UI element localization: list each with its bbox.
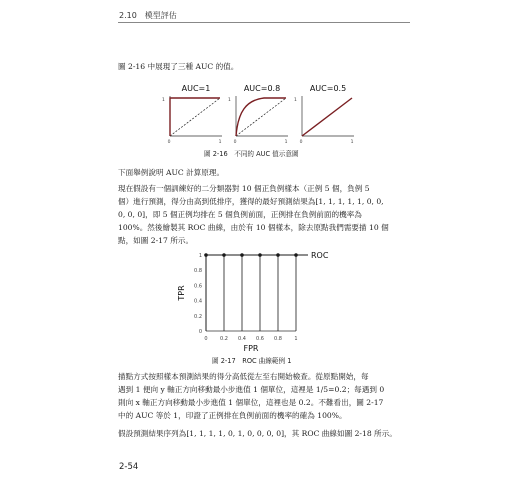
auc-panel-3-curve: [302, 98, 352, 136]
roc-xtick-label: 0: [204, 336, 208, 342]
auc-panel-1-ytick: 1: [162, 98, 165, 103]
paragraph-plotting-line-2: 遇到 1 便向 y 軸正方向移動最小步進值 1 個單位，這裡是 1/5=0.2；每遇到 0: [118, 385, 385, 394]
auc-panel-2-diagonal: [236, 98, 286, 136]
auc-panel-2: [226, 82, 296, 150]
paragraph-example-line-3: 0, 0, 0]，即 5 個正例均排在 5 個負例前面，正例排在負例前面的機率為: [118, 210, 362, 219]
auc-panel-1-diagonal: [170, 98, 220, 136]
roc-ytick-label: 0: [198, 329, 202, 335]
header-rule: [118, 22, 410, 23]
paragraph-example-line-5: 點，如圖 2-17 所示。: [118, 236, 194, 245]
paragraph-plotting-line-4: 中的 AUC 等於 1，印證了正例排在負例前面的機率的確為 100%。: [118, 411, 347, 420]
auc-panel-2-ytick: 1: [228, 98, 231, 103]
auc-panel-3-title: AUC=0.5: [309, 84, 347, 93]
roc-ytick-label: 0.4: [194, 298, 202, 305]
paragraph-auc-intro: 下面舉例說明 AUC 計算原理。: [118, 168, 225, 177]
roc-point: [258, 253, 262, 257]
paragraph-plotting-line-1: 描點方式按照樣本預測結果的得分高低從左至右開始檢查。從原點開始，每: [118, 372, 369, 381]
auc-panel-2-title: AUC=0.8: [243, 84, 281, 93]
paragraph-example-line-1: 現在假設有一個訓練好的二分類器對 10 個正負例樣本（正例 5 個，負例 5: [118, 184, 370, 193]
auc-panel-1: [160, 82, 230, 150]
roc-ytick-label: 1: [198, 253, 202, 259]
roc-ylabel: TPR: [177, 285, 186, 301]
auc-panel-3-ytick: 1: [294, 98, 297, 103]
roc-xtick-label: 1: [294, 336, 298, 342]
auc-panel-1-xtick-0: 0: [167, 140, 171, 145]
roc-point: [222, 253, 226, 257]
auc-panel-3: [292, 82, 362, 150]
roc-xtick-label: 0.2: [220, 336, 228, 342]
roc-xlabel: FPR: [243, 344, 259, 353]
auc-panel-3-xtick-0: 0: [299, 140, 303, 145]
roc-chart: [176, 248, 346, 356]
roc-xtick-label: 0.4: [238, 336, 246, 342]
roc-ytick-label: 0.6: [194, 283, 202, 290]
page-number: 2-54: [119, 462, 139, 472]
roc-ytick-label: 0.2: [194, 313, 202, 320]
roc-point: [276, 253, 280, 257]
roc-ytick-label: 0.8: [194, 268, 202, 275]
roc-series-line: [206, 255, 296, 331]
auc-panel-2-xtick-1: 1: [284, 140, 288, 145]
auc-panel-3-xtick-1: 1: [350, 140, 354, 145]
paragraph-intro: 圖 2-16 中展現了三種 AUC 的值。: [118, 62, 239, 71]
auc-panel-1-title: AUC=1: [181, 84, 211, 93]
paragraph-example-line-2: 個）進行預測，得分由高到低排序，獲得的最好預測結果為[1, 1, 1, 1, 1, 0, 0,: [118, 197, 384, 206]
auc-panel-2-xtick-0: 0: [233, 140, 237, 145]
roc-point: [240, 253, 244, 257]
paragraph-sequence-example: 假設預測結果序列為[1, 1, 1, 1, 0, 1, 0, 0, 0, 0]，其 ROC 曲線如圖 2-18 所示。: [118, 429, 397, 438]
figure-2-16-caption: 圖 2-16 不同的 AUC 值示意圖: [204, 150, 299, 158]
paragraph-example-line-4: 100%。然後繪製其 ROC 曲線，由於有 10 個樣本，除去原點我們需要描 10 個: [118, 223, 389, 232]
roc-point: [204, 253, 208, 257]
running-header: 2.10 模型評估: [119, 11, 177, 20]
roc-xtick-label: 0.6: [256, 336, 264, 342]
roc-legend: ROC: [311, 251, 329, 260]
figure-2-17-caption: 圖 2-17 ROC 曲線範例 1: [212, 357, 292, 365]
paragraph-plotting-line-3: 則向 x 軸正方向移動最小步進值 1 個單位，這裡也是 0.2。不難看出，圖 2-17: [118, 398, 384, 407]
roc-xtick-label: 0.8: [274, 336, 282, 342]
auc-panel-1-xtick-1: 1: [218, 140, 222, 145]
